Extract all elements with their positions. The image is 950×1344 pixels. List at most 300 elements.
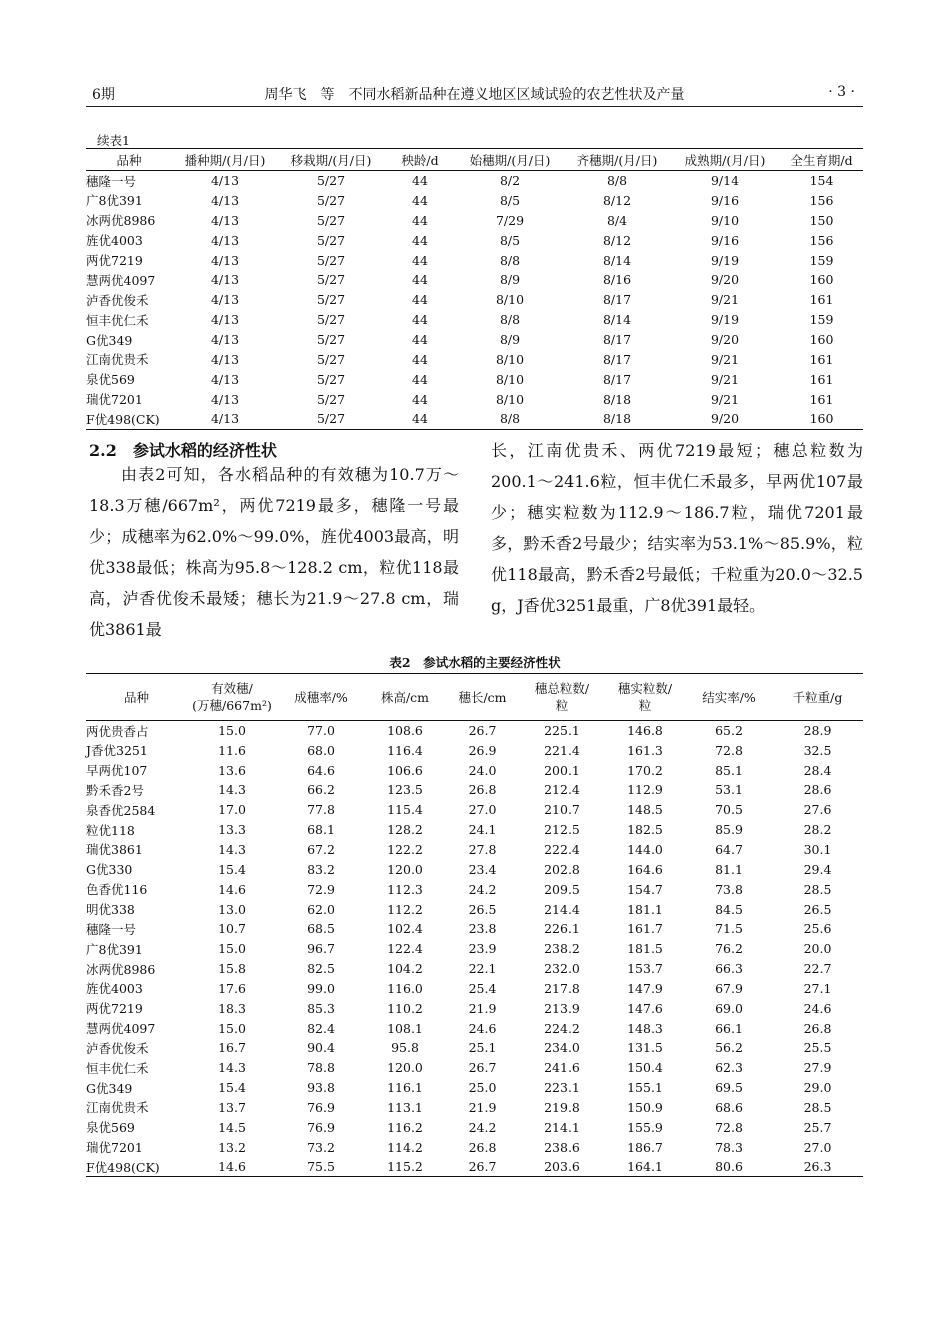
table-row [86, 210, 863, 230]
variety-cell: 粒优118 [86, 822, 135, 838]
table-cell: 21.9 [468, 1000, 497, 1016]
column-header: 始穗期/(月/日) [469, 152, 551, 168]
table-cell: 160 [809, 411, 834, 427]
table-cell: 226.1 [544, 921, 580, 937]
variety-cell: 慧两优4097 [86, 272, 156, 288]
table-cell: 164.6 [627, 861, 663, 877]
table-cell: 27.1 [803, 980, 832, 996]
table-cell: 24.2 [468, 881, 497, 897]
table-cell: 5/27 [316, 411, 346, 427]
table-cell: 154.7 [627, 881, 663, 897]
table-cell: 27.0 [468, 802, 497, 818]
variety-cell: 两优贵香占 [86, 723, 149, 739]
variety-cell: 泸香优俊禾 [86, 1040, 149, 1056]
table-cell: 26.5 [803, 901, 832, 917]
table-row [86, 800, 863, 820]
column-header [604, 674, 686, 721]
table-cell: 78.3 [715, 1139, 743, 1155]
variety-cell: F优498(CK) [86, 411, 160, 427]
table-cell: 7/29 [495, 212, 525, 228]
table-cell: 77.0 [307, 723, 335, 739]
column-header: 秧龄/d [401, 152, 439, 168]
table-cell: 225.1 [544, 723, 580, 739]
table-cell: 69.0 [715, 1000, 743, 1016]
table-cell: 112.2 [387, 901, 423, 917]
table-cell: 8/8 [499, 252, 521, 268]
table-cell: 64.7 [715, 841, 743, 857]
table-cell: 170.2 [627, 762, 663, 778]
table-cell: 24.2 [468, 1119, 497, 1135]
table-cell: 96.7 [307, 941, 335, 957]
table-cell: 30.1 [803, 841, 832, 857]
table-row [86, 879, 863, 899]
table-cell: 24.0 [468, 762, 497, 778]
table-cell: 217.8 [544, 980, 580, 996]
table-cell: 153.7 [627, 961, 663, 977]
table-cell: 108.1 [387, 1020, 423, 1036]
table-cell: 131.5 [627, 1040, 663, 1056]
table-cell: 82.4 [307, 1020, 335, 1036]
table-cell: 120.0 [387, 861, 423, 877]
table-cell: 164.1 [627, 1159, 663, 1175]
table-cell: 67.2 [307, 841, 335, 857]
table-cell: 147.9 [627, 980, 663, 996]
column-header [187, 674, 277, 721]
table-cell: 65.2 [715, 723, 743, 739]
table-row [86, 1137, 863, 1157]
table-cell: 8/10 [495, 391, 525, 407]
table-cell: 85.3 [307, 1000, 335, 1016]
table-cell: 209.5 [544, 881, 580, 897]
table2-header [86, 674, 863, 721]
table-cell: 122.4 [387, 941, 423, 957]
table-cell: 232.0 [544, 961, 580, 977]
table-cell: 146.8 [627, 723, 663, 739]
table2 [86, 673, 863, 1177]
variety-cell: 泉优569 [86, 1120, 135, 1136]
table-cell: 4/13 [210, 272, 240, 288]
table-cell: 116.0 [387, 980, 423, 996]
table-row [86, 978, 863, 998]
table-cell: 8/9 [499, 332, 521, 348]
table-cell: 25.7 [803, 1119, 832, 1135]
table-cell: 26.7 [468, 723, 497, 739]
table-row [86, 270, 863, 290]
variety-cell: 旌优4003 [86, 233, 143, 249]
table-row [86, 740, 863, 760]
variety-cell: 恒丰优仁禾 [86, 312, 149, 328]
table-cell: 4/13 [210, 332, 240, 348]
table-cell: 15.0 [218, 941, 246, 957]
paragraph: 由表2可知，各水稻品种的有效穗为10.7万～18.3万穗/667m²，两优7219最多，穗隆一号最少；成穗率为62.0%～99.0%，旌优4003最高，明优338最低；株高为95.8～128.2 cm，粒优118最高，泸香优俊禾最矮；穗长为21.9～27.8 cm，瑞优3861最 [89, 465, 459, 639]
variety-cell: J香优3251 [86, 743, 148, 759]
table-cell: 181.1 [627, 901, 663, 917]
table-cell: 161 [809, 391, 834, 407]
table-cell: 221.4 [544, 742, 580, 758]
table-cell: 102.4 [387, 921, 423, 937]
table-cell: 26.9 [468, 742, 497, 758]
variety-cell: 瑞优7201 [86, 1140, 143, 1156]
table-cell: 161 [809, 371, 834, 387]
table-cell: 44 [412, 411, 428, 427]
table-cell: 5/27 [316, 212, 346, 228]
table-cell: 148.3 [627, 1020, 663, 1036]
table-cell: 223.1 [544, 1080, 580, 1096]
variety-cell: 泸香优俊禾 [86, 292, 149, 308]
table-row [86, 171, 863, 191]
table-cell: 9/21 [710, 292, 740, 308]
table-cell: 72.8 [715, 742, 743, 758]
table-cell: 4/13 [210, 192, 240, 208]
table-cell: 115.4 [387, 802, 423, 818]
column-header [520, 674, 604, 721]
table-cell: 90.4 [307, 1040, 335, 1056]
table-cell: 234.0 [544, 1040, 580, 1056]
table-cell: 25.6 [803, 921, 832, 937]
table-cell: 8/14 [602, 252, 632, 268]
paragraph: 长，江南优贵禾、两优7219最短；穗总粒数为200.1～241.6粒，恒丰优仁禾最多，早两优107最少；穗实粒数为112.9～186.7粒，瑞优7201最多，黔禾香2号最少；结实率为53.1%～85.9%，粒优118最高，黔禾香2号最低；千粒重为20.0～32.5 g，J香优3251最重，广8优391最轻。 [491, 441, 863, 615]
table-cell: 44 [412, 391, 428, 407]
table1-body [86, 171, 863, 430]
table-cell: 13.0 [218, 901, 246, 917]
table-cell: 5/27 [316, 371, 346, 387]
table-cell: 116.2 [387, 1119, 423, 1135]
table-cell: 66.1 [715, 1020, 743, 1036]
variety-cell: 冰两优8986 [86, 961, 156, 977]
table-cell: 68.1 [307, 822, 335, 838]
table-cell: 8/8 [499, 411, 521, 427]
table-cell: 8/10 [495, 292, 525, 308]
variety-cell: 泉优569 [86, 372, 135, 388]
table-cell: 64.6 [307, 762, 335, 778]
table-row [86, 899, 863, 919]
table-cell: 95.8 [391, 1040, 419, 1056]
table-cell: 15.0 [218, 723, 246, 739]
table-cell: 161 [809, 351, 834, 367]
table-cell: 156 [809, 232, 834, 248]
table-cell: 9/10 [710, 212, 740, 228]
table-row [86, 1018, 863, 1038]
table-cell: 17.0 [218, 802, 246, 818]
table-cell: 28.5 [803, 881, 832, 897]
variety-cell: 两优7219 [86, 1001, 143, 1017]
column-header [86, 674, 187, 721]
table-cell: 224.2 [544, 1020, 580, 1036]
table-cell: 8/12 [602, 192, 632, 208]
table-cell: 66.3 [715, 961, 743, 977]
table-row [86, 330, 863, 350]
variety-cell: 旌优4003 [86, 981, 143, 997]
table-cell: 113.1 [387, 1099, 423, 1115]
table-row [86, 998, 863, 1018]
column-header-line: 有效穗/ [211, 681, 253, 696]
table-row [86, 919, 863, 939]
variety-cell: 两优7219 [86, 253, 143, 268]
table-cell: 26.7 [468, 1060, 497, 1076]
table-row [86, 760, 863, 780]
table-cell: 155.9 [627, 1119, 663, 1135]
table-cell: 4/13 [210, 312, 240, 328]
table-cell: 5/27 [316, 312, 346, 328]
table-cell: 26.8 [468, 1139, 497, 1155]
table-row [86, 1058, 863, 1078]
table-cell: 44 [412, 212, 428, 228]
table-cell: 68.5 [307, 921, 335, 937]
table-cell: 8/18 [602, 411, 632, 427]
table-cell: 26.8 [803, 1020, 832, 1036]
column-header-line: 品种 [123, 689, 149, 705]
table-cell: 4/13 [210, 232, 240, 248]
table-cell: 148.5 [627, 802, 663, 818]
table-cell: 15.0 [218, 1020, 246, 1036]
table-cell: 8/17 [602, 292, 632, 308]
column-header-line: (万穗/667m²) [192, 698, 272, 713]
table-cell: 9/21 [710, 391, 740, 407]
table-cell: 68.0 [307, 742, 335, 758]
table-cell: 83.2 [307, 861, 335, 877]
column-header-line: 株高/cm [380, 689, 430, 705]
table-cell: 9/21 [710, 371, 740, 387]
table-cell: 44 [412, 252, 428, 268]
table-cell: 8/5 [499, 192, 521, 208]
table-cell: 14.3 [218, 782, 246, 798]
table-cell: 9/20 [710, 411, 740, 427]
column-header-line: 穗总粒数/ [534, 681, 590, 696]
table-cell: 213.9 [544, 1000, 580, 1016]
table-cell: 150.9 [627, 1099, 663, 1115]
table-cell: 4/13 [210, 391, 240, 407]
table-header-row [86, 149, 863, 171]
column-header [772, 674, 863, 721]
table-cell: 108.6 [387, 723, 423, 739]
column-header: 全生育期/d [790, 152, 853, 168]
table-cell: 9/21 [710, 351, 740, 367]
table-cell: 93.8 [307, 1080, 335, 1096]
table-cell: 150.4 [627, 1060, 663, 1076]
table-cell: 8/5 [499, 232, 521, 248]
table-cell: 14.3 [218, 841, 246, 857]
table-cell: 56.2 [715, 1040, 743, 1056]
table-cell: 26.7 [468, 1159, 497, 1175]
column-header [445, 674, 520, 721]
table-cell: 9/14 [710, 173, 740, 189]
table-cell: 13.2 [218, 1139, 246, 1155]
table-cell: 28.5 [803, 1099, 832, 1115]
table-cell: 112.3 [387, 881, 423, 897]
column-header: 品种 [116, 152, 142, 168]
table-cell: 15.4 [218, 1080, 246, 1096]
table-cell: 23.9 [468, 941, 497, 957]
table-cell: 26.5 [468, 901, 497, 917]
table-cell: 8/17 [602, 351, 632, 367]
table-row [86, 939, 863, 959]
table2-caption: 表2 参试水稻的主要经济性状 [389, 655, 561, 670]
table-cell: 85.1 [715, 762, 743, 778]
table-row [86, 1117, 863, 1137]
table-cell: 210.7 [544, 802, 580, 818]
table-cell: 219.8 [544, 1099, 580, 1115]
table-cell: 159 [809, 252, 834, 268]
table-cell: 214.1 [544, 1119, 580, 1135]
table-cell: 82.5 [307, 961, 335, 977]
table-cell: 9/16 [710, 232, 740, 248]
table-cell: 200.1 [544, 762, 580, 778]
table-cell: 23.8 [468, 921, 497, 937]
table-row [86, 290, 863, 310]
table-cell: 9/16 [710, 192, 740, 208]
table-cell: 161 [809, 292, 834, 308]
table-cell: 5/27 [316, 192, 346, 208]
table-row [86, 230, 863, 250]
table-cell: 238.2 [544, 941, 580, 957]
table-cell: 77.8 [307, 802, 335, 818]
table-cell: 99.0 [307, 980, 335, 996]
variety-cell: F优498(CK) [86, 1159, 160, 1175]
table-cell: 106.6 [387, 762, 423, 778]
table-cell: 69.5 [715, 1080, 743, 1096]
column-header: 成熟期/(月/日) [684, 152, 766, 168]
table-row [86, 310, 863, 330]
table-cell: 27.6 [803, 802, 832, 818]
table-cell: 4/13 [210, 371, 240, 387]
table-row [86, 1098, 863, 1118]
table-row [86, 250, 863, 270]
table-cell: 147.6 [627, 1000, 663, 1016]
table-cell: 8/10 [495, 351, 525, 367]
table-cell: 116.1 [387, 1080, 423, 1096]
table-cell: 72.8 [715, 1119, 743, 1135]
issue-number: 6期 [92, 87, 115, 103]
table-cell: 5/27 [316, 351, 346, 367]
table-cell: 212.5 [544, 822, 580, 838]
table-row [86, 1157, 863, 1177]
column-header: 播种期/(月/日) [184, 152, 266, 168]
column-header-line: 千粒重/g [792, 689, 843, 705]
variety-cell: 广8优391 [86, 941, 143, 957]
table-cell: 8/4 [606, 212, 628, 228]
table-cell: 44 [412, 371, 428, 387]
table-row [86, 389, 863, 409]
text-column-left [89, 459, 459, 645]
table-cell: 202.8 [544, 861, 580, 877]
table-cell: 44 [412, 332, 428, 348]
table-cell: 25.0 [468, 1080, 497, 1096]
table-cell: 71.5 [715, 921, 743, 937]
variety-cell: 江南优贵禾 [86, 1100, 149, 1116]
variety-cell: 色香优116 [86, 882, 148, 898]
column-header-line: 结实率/% [702, 689, 756, 705]
table-cell: 4/13 [210, 351, 240, 367]
table-cell: 182.5 [627, 822, 663, 838]
table-cell: 150 [809, 212, 834, 228]
table-cell: 8/10 [495, 371, 525, 387]
table-cell: 160 [809, 332, 834, 348]
table-cell: 15.8 [218, 961, 246, 977]
table-cell: 76.9 [307, 1119, 335, 1135]
table-cell: 8/12 [602, 232, 632, 248]
table-cell: 44 [412, 351, 428, 367]
running-title: 周华飞 等 不同水稻新品种在遵义地区区域试验的农艺性状及产量 [264, 87, 685, 103]
column-header [277, 674, 365, 721]
table-row [86, 350, 863, 370]
variety-cell: 穗隆一号 [86, 173, 137, 189]
table-cell: 84.5 [715, 901, 743, 917]
table-row [86, 721, 863, 741]
table-cell: 222.4 [544, 841, 580, 857]
table-cell: 112.9 [627, 782, 663, 798]
table-cell: 66.2 [307, 782, 335, 798]
variety-cell: 冰两优8986 [86, 213, 156, 229]
table-cell: 73.8 [715, 881, 743, 897]
table-cell: 29.0 [803, 1080, 832, 1096]
table-cell: 68.6 [715, 1099, 743, 1115]
table-row [86, 820, 863, 840]
table-cell: 8/17 [602, 332, 632, 348]
table-cell: 72.9 [307, 881, 335, 897]
column-header-line: 粒 [555, 698, 569, 713]
table-cell: 11.6 [218, 742, 246, 758]
variety-cell: 瑞优3861 [86, 842, 143, 858]
table-cell: 85.9 [715, 822, 743, 838]
table-cell: 115.2 [387, 1159, 423, 1175]
table-cell: 24.6 [803, 1000, 832, 1016]
table-cell: 154 [809, 173, 834, 189]
table-cell: 22.1 [468, 961, 497, 977]
table-cell: 23.4 [468, 861, 497, 877]
variety-cell: 慧两优4097 [86, 1021, 156, 1037]
table-cell: 29.4 [803, 861, 832, 877]
table-cell: 25.5 [803, 1040, 832, 1056]
table-cell: 26.8 [468, 782, 497, 798]
variety-cell: 穗隆一号 [86, 921, 137, 937]
table-cell: 203.6 [544, 1159, 580, 1175]
table-cell: 8/8 [499, 312, 521, 328]
table-cell: 13.6 [218, 762, 246, 778]
table-cell: 238.6 [544, 1139, 580, 1155]
table-cell: 53.1 [715, 782, 743, 798]
table-cell: 27.9 [803, 1060, 832, 1076]
table-cell: 44 [412, 272, 428, 288]
table-row [86, 780, 863, 800]
table-cell: 181.5 [627, 941, 663, 957]
table1-caption: 续表1 [97, 133, 130, 148]
table-cell: 4/13 [210, 252, 240, 268]
variety-cell: 早两优107 [86, 763, 148, 779]
table-cell: 70.5 [715, 802, 743, 818]
table-cell: 4/13 [210, 173, 240, 189]
table-cell: 24.6 [468, 1020, 497, 1036]
table-cell: 9/20 [710, 332, 740, 348]
table-cell: 212.4 [544, 782, 580, 798]
table-cell: 44 [412, 292, 428, 308]
table-header-row [86, 674, 863, 721]
variety-cell: G优349 [86, 332, 133, 348]
table-cell: 27.0 [803, 1139, 832, 1155]
variety-cell: 恒丰优仁禾 [86, 1060, 149, 1076]
variety-cell: 黔禾香2号 [86, 782, 144, 798]
table-cell: 18.3 [218, 1000, 246, 1016]
table-cell: 122.2 [387, 841, 423, 857]
table-cell: 81.1 [715, 861, 743, 877]
table-cell: 62.3 [715, 1060, 743, 1076]
table-cell: 4/13 [210, 411, 240, 427]
table-cell: 80.6 [715, 1159, 743, 1175]
table-row [86, 409, 863, 429]
column-header-line: 成穗率/% [294, 689, 348, 705]
table-cell: 8/17 [602, 371, 632, 387]
table-cell: 44 [412, 312, 428, 328]
table-cell: 32.5 [803, 742, 832, 758]
